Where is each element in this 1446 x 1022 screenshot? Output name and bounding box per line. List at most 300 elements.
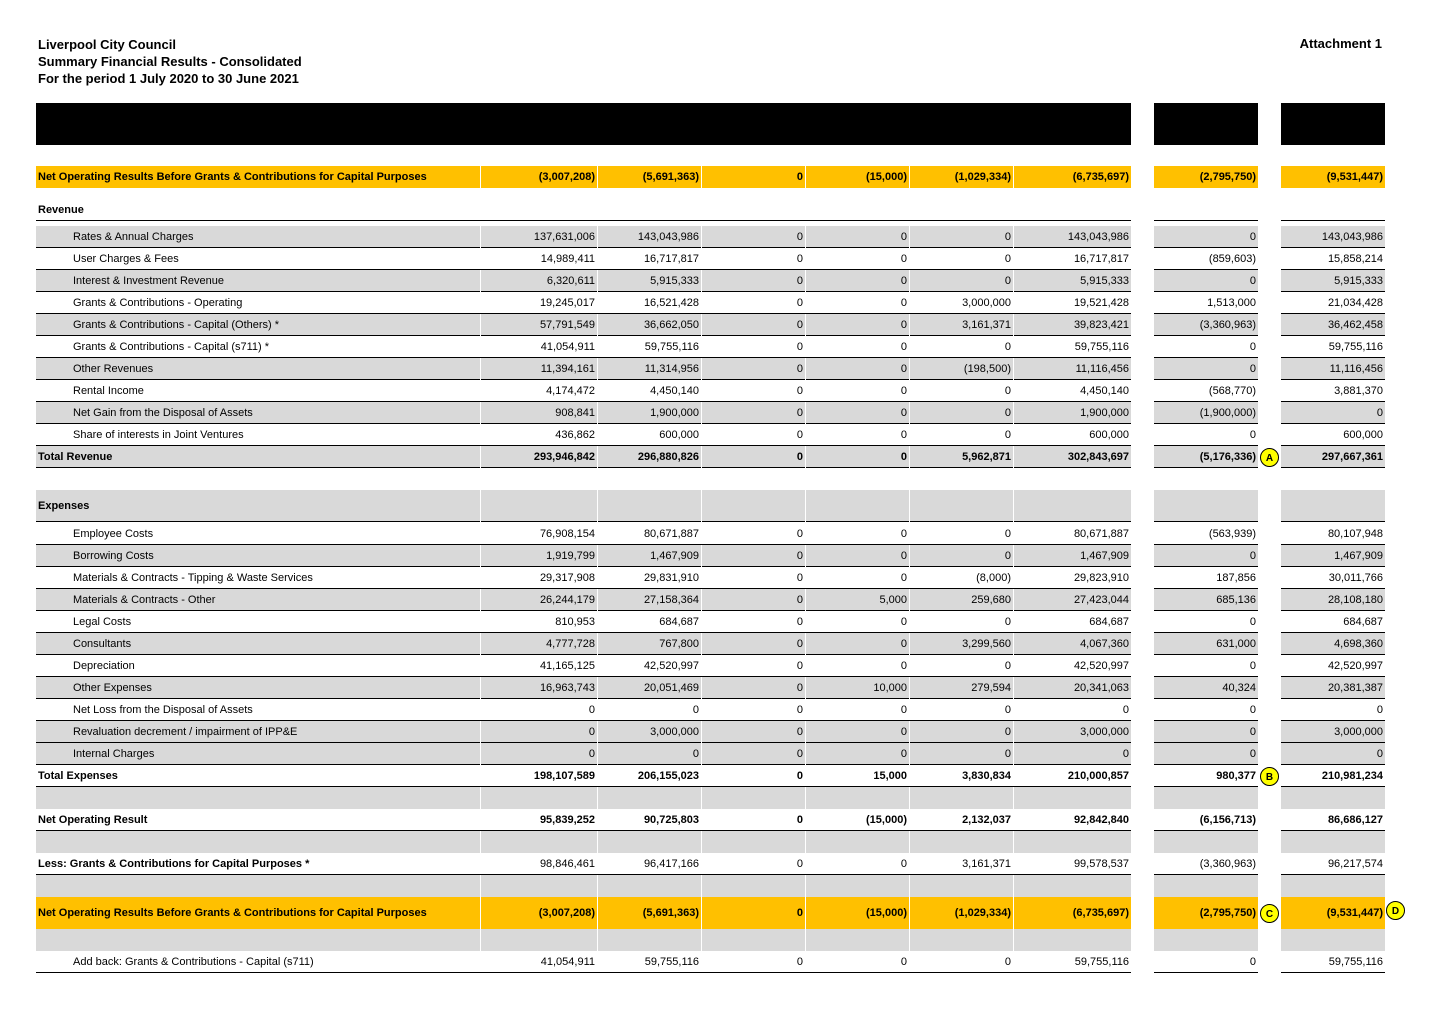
value-cell: 3,000,000 — [650, 726, 699, 738]
row-label: Interest & Investment Revenue — [73, 275, 225, 287]
value-cell: 0 — [796, 594, 803, 606]
value-cell: 980,377 — [1216, 770, 1256, 782]
value-cell: (563,939) — [1208, 528, 1256, 540]
value-cell: 0 — [900, 253, 907, 265]
column-separator — [701, 787, 702, 809]
value-cell: 5,915,333 — [1080, 275, 1129, 287]
column-header-line: Revised — [1053, 116, 1092, 127]
value-cell: 908,841 — [555, 407, 595, 419]
column-separator — [1013, 490, 1014, 522]
value-cell: 4,067,360 — [1080, 638, 1129, 650]
value-cell: 0 — [1249, 956, 1256, 968]
value-cell: 16,521,428 — [643, 297, 699, 309]
row-band — [1154, 875, 1258, 897]
value-cell: 59,755,116 — [644, 956, 699, 968]
value-cell: 29,823,910 — [1073, 572, 1129, 584]
value-cell: 0 — [900, 726, 907, 738]
value-cell: 0 — [1004, 704, 1011, 716]
column-separator — [909, 929, 910, 951]
column-separator — [701, 490, 702, 522]
row-band — [1154, 787, 1258, 809]
value-cell: 0 — [900, 748, 907, 760]
annotation-badge: D — [1386, 901, 1405, 920]
row-band — [36, 929, 1131, 951]
value-cell: 0 — [900, 660, 907, 672]
table-row — [0, 853, 1446, 875]
value-cell: 42,520,997 — [1327, 660, 1383, 672]
value-cell: 20,341,063 — [1073, 682, 1129, 694]
column-separator — [597, 929, 598, 951]
column-header-line: 2019-20 — [520, 103, 558, 115]
value-cell: 36,462,458 — [1327, 319, 1383, 331]
row-band — [36, 831, 1131, 853]
value-cell: 1,513,000 — [1207, 297, 1256, 309]
value-cell: 0 — [1249, 341, 1256, 353]
value-cell: 0 — [900, 451, 907, 463]
column-separator — [1013, 831, 1014, 853]
value-cell: 20,381,387 — [1327, 682, 1383, 694]
value-cell: 0 — [796, 363, 803, 375]
value-cell: 259,680 — [971, 594, 1011, 606]
column-separator — [909, 875, 910, 897]
value-cell: 0 — [1249, 748, 1256, 760]
column-separator — [805, 875, 806, 897]
value-cell: 26,244,179 — [539, 594, 595, 606]
value-cell: 0 — [900, 341, 907, 353]
value-cell: 297,667,361 — [1321, 451, 1383, 463]
value-cell: 600,000 — [1089, 429, 1129, 441]
value-cell: (15,000) — [866, 814, 907, 826]
value-cell: 0 — [1249, 429, 1256, 441]
column-header-line: Budget — [632, 128, 667, 140]
table-row — [0, 523, 1446, 545]
value-cell: 279,594 — [971, 682, 1011, 694]
value-cell: 1,467,909 — [1334, 550, 1383, 562]
column-separator — [597, 875, 598, 897]
value-cell: 0 — [1004, 660, 1011, 672]
row-label: Other Expenses — [73, 682, 152, 694]
column-header — [1014, 103, 1131, 145]
value-cell: 59,755,116 — [1074, 956, 1129, 968]
value-cell: 39,823,421 — [1073, 319, 1129, 331]
value-cell: (9,531,447) — [1326, 171, 1383, 183]
value-cell: (198,500) — [963, 363, 1011, 375]
value-cell: 96,217,574 — [1327, 858, 1383, 870]
value-cell: 14,989,411 — [540, 253, 595, 265]
column-header-line: Annual — [522, 116, 556, 127]
table-row — [0, 809, 1446, 831]
row-band — [36, 490, 1131, 522]
value-cell: 5,915,333 — [650, 275, 699, 287]
annotation-badge: C — [1260, 904, 1279, 923]
value-cell: 0 — [692, 748, 699, 760]
column-header — [1154, 103, 1258, 145]
value-cell: 685,136 — [1216, 594, 1256, 606]
row-label: Net Operating Results Before Grants & Contributions for Capital Purposes — [38, 171, 427, 183]
row-label: Rates & Annual Charges — [73, 231, 194, 243]
column-separator — [597, 831, 598, 853]
value-cell: 0 — [900, 385, 907, 397]
value-cell: 0 — [900, 956, 907, 968]
value-cell: 27,423,044 — [1073, 594, 1129, 606]
value-cell: 0 — [1376, 748, 1383, 760]
value-cell: 684,687 — [659, 616, 699, 628]
value-cell: (2,795,750) — [1199, 171, 1256, 183]
value-cell: 11,314,956 — [644, 363, 699, 375]
value-cell: 41,054,911 — [540, 956, 595, 968]
value-cell: 11,116,456 — [1329, 363, 1383, 375]
value-cell: (1,900,000) — [1199, 407, 1256, 419]
value-cell: 4,174,472 — [546, 385, 595, 397]
column-header-line: Proposed Budget — [1291, 128, 1375, 140]
value-cell: 198,107,589 — [533, 770, 595, 782]
value-cell: 0 — [900, 429, 907, 441]
value-cell: 143,043,986 — [1321, 231, 1383, 243]
table-row — [0, 611, 1446, 633]
column-separator — [805, 787, 806, 809]
value-cell: 57,791,549 — [539, 319, 595, 331]
report-period: For the period 1 July 2020 to 30 June 2021 — [38, 71, 299, 86]
table-row — [0, 721, 1446, 743]
value-cell: 80,671,887 — [1073, 528, 1129, 540]
table-row — [0, 765, 1446, 787]
column-separator — [805, 490, 806, 522]
value-cell: 0 — [900, 407, 907, 419]
value-cell: 3,830,834 — [962, 770, 1011, 782]
value-cell: 41,054,911 — [540, 341, 595, 353]
value-cell: 19,521,428 — [1073, 297, 1129, 309]
column-separator — [480, 787, 481, 809]
value-cell: 15,858,214 — [1327, 253, 1383, 265]
row-band — [36, 199, 1131, 221]
column-separator — [805, 831, 806, 853]
column-header-line: Budget — [1055, 128, 1090, 140]
value-cell: 36,662,050 — [643, 319, 699, 331]
value-cell: 3,000,000 — [962, 297, 1011, 309]
value-cell: 0 — [1249, 726, 1256, 738]
value-cell: 0 — [900, 319, 907, 331]
value-cell: 0 — [796, 275, 803, 287]
column-header-line: Actual — [523, 128, 555, 140]
value-cell: 1,467,909 — [1080, 550, 1129, 562]
value-cell: 1,900,000 — [650, 407, 699, 419]
row-label: Grants & Contributions - Capital (Others) * — [73, 319, 280, 331]
column-separator — [701, 831, 702, 853]
row-band — [1281, 831, 1385, 853]
value-cell: 0 — [796, 528, 803, 540]
value-cell: 40,324 — [1222, 682, 1256, 694]
table-row — [0, 545, 1446, 567]
value-cell: (6,735,697) — [1072, 907, 1129, 919]
value-cell: 0 — [1004, 429, 1011, 441]
table-row — [0, 292, 1446, 314]
row-label: Revaluation decrement / impairment of IPP&E — [73, 726, 298, 738]
value-cell: 0 — [1004, 275, 1011, 287]
row-band — [36, 787, 1131, 809]
row-label: Add back: Grants & Contributions - Capital (s711) — [73, 956, 314, 968]
column-header-line: 2020-21 — [1054, 103, 1091, 115]
value-cell: 810,953 — [555, 616, 595, 628]
value-cell: 0 — [796, 748, 803, 760]
value-cell: 0 — [796, 956, 803, 968]
value-cell: 30,011,766 — [1328, 572, 1383, 584]
value-cell: 0 — [796, 429, 803, 441]
value-cell: 42,520,997 — [643, 660, 699, 672]
value-cell: 0 — [588, 748, 595, 760]
row-label: Other Revenues — [73, 363, 154, 375]
column-separator — [805, 929, 806, 951]
value-cell: 3,161,371 — [962, 319, 1011, 331]
table-row — [0, 951, 1446, 973]
value-cell: 0 — [796, 341, 803, 353]
column-header-line: 2020-21 — [1314, 116, 1352, 127]
table-row — [0, 424, 1446, 446]
value-cell: 0 — [796, 726, 803, 738]
value-cell: 210,000,857 — [1067, 770, 1129, 782]
table-row — [0, 787, 1446, 809]
row-label: Total Revenue — [38, 451, 113, 463]
column-header-line: 2020-21 — [735, 116, 772, 127]
value-cell: 0 — [1249, 660, 1256, 672]
value-cell: 1,900,000 — [1080, 407, 1129, 419]
value-cell: 137,631,006 — [533, 231, 595, 243]
value-cell: 0 — [796, 407, 803, 419]
value-cell: (6,156,713) — [1199, 814, 1256, 826]
row-label: Employee Costs — [73, 528, 154, 540]
table-row — [0, 831, 1446, 853]
column-separator — [909, 787, 910, 809]
value-cell: 296,880,826 — [637, 451, 699, 463]
row-label: Net Operating Result — [38, 814, 148, 826]
column-header — [481, 103, 597, 145]
value-cell: (859,603) — [1208, 253, 1256, 265]
table-row — [0, 633, 1446, 655]
column-header — [910, 103, 1013, 145]
value-cell: 0 — [796, 858, 803, 870]
value-cell: 0 — [796, 253, 803, 265]
value-cell: 92,842,840 — [1073, 814, 1129, 826]
value-cell: 0 — [900, 275, 907, 287]
value-cell: 600,000 — [659, 429, 699, 441]
row-label: Less: Grants & Contributions for Capital Purposes * — [38, 858, 310, 870]
row-label: Grants & Contributions - Capital (s711) * — [73, 341, 270, 353]
table-row — [0, 166, 1446, 188]
table-row — [0, 699, 1446, 721]
column-separator — [1013, 787, 1014, 809]
value-cell: 16,717,817 — [643, 253, 699, 265]
row-label: Revenue — [38, 204, 84, 216]
value-cell: 21,034,428 — [1327, 297, 1383, 309]
row-label: Materials & Contracts - Other — [73, 594, 216, 606]
value-cell: 0 — [796, 550, 803, 562]
report-title: Summary Financial Results - Consolidated — [38, 54, 302, 69]
row-label: Net Gain from the Disposal of Assets — [73, 407, 253, 419]
table-row — [0, 655, 1446, 677]
value-cell: 600,000 — [1343, 429, 1383, 441]
column-header — [1281, 103, 1385, 145]
value-cell: 3,161,371 — [962, 858, 1011, 870]
value-cell: (3,360,963) — [1199, 319, 1256, 331]
value-cell: 0 — [900, 638, 907, 650]
value-cell: 0 — [900, 550, 907, 562]
column-header-line: 2020-21 — [839, 116, 876, 127]
column-separator — [701, 929, 702, 951]
value-cell: 96,417,166 — [643, 858, 699, 870]
value-cell: 0 — [900, 616, 907, 628]
value-cell: 0 — [1249, 363, 1256, 375]
table-row — [0, 270, 1446, 292]
row-band — [1281, 199, 1385, 221]
value-cell: 0 — [1249, 275, 1256, 287]
value-cell: 0 — [1122, 704, 1129, 716]
value-cell: 0 — [900, 231, 907, 243]
value-cell: (568,770) — [1208, 385, 1256, 397]
table-row — [0, 743, 1446, 765]
value-cell: 0 — [1004, 407, 1011, 419]
attachment-label: Attachment 1 — [1299, 36, 1382, 51]
value-cell: 29,317,908 — [539, 572, 595, 584]
column-header — [702, 103, 805, 145]
value-cell: 98,846,461 — [539, 858, 595, 870]
value-cell: 0 — [796, 319, 803, 331]
value-cell: 0 — [796, 171, 803, 183]
column-header-line: Original — [630, 116, 669, 127]
value-cell: 0 — [900, 297, 907, 309]
value-cell: 0 — [1004, 956, 1011, 968]
value-cell: 0 — [796, 814, 803, 826]
column-separator — [480, 490, 481, 522]
value-cell: 0 — [588, 726, 595, 738]
annotation-badge: A — [1260, 448, 1279, 467]
column-header-line: 2020-21 — [943, 116, 980, 127]
column-separator — [597, 490, 598, 522]
value-cell: 59,755,116 — [1328, 956, 1383, 968]
value-cell: 3,299,560 — [962, 638, 1011, 650]
row-band — [1281, 875, 1385, 897]
value-cell: 5,000 — [879, 594, 907, 606]
table-row — [0, 336, 1446, 358]
column-separator — [597, 787, 598, 809]
value-cell: 0 — [1249, 550, 1256, 562]
value-cell: 0 — [900, 572, 907, 584]
table-row — [0, 929, 1446, 951]
value-cell: 0 — [796, 638, 803, 650]
value-cell: 1,919,799 — [546, 550, 595, 562]
value-cell: 6,320,611 — [546, 275, 595, 287]
table-row — [0, 446, 1446, 468]
row-label: Depreciation — [73, 660, 135, 672]
row-label: Legal Costs — [73, 616, 132, 628]
value-cell: 0 — [1004, 748, 1011, 760]
value-cell: 0 — [796, 451, 803, 463]
row-label: Consultants — [73, 638, 132, 650]
value-cell: 80,671,887 — [643, 528, 699, 540]
row-band — [1281, 929, 1385, 951]
row-band — [36, 875, 1131, 897]
table-row — [0, 589, 1446, 611]
value-cell: (1,029,334) — [954, 907, 1011, 919]
row-label: Borrowing Costs — [73, 550, 154, 562]
row-band — [1154, 199, 1258, 221]
value-cell: 0 — [796, 231, 803, 243]
value-cell: 0 — [1249, 616, 1256, 628]
value-cell: 0 — [796, 770, 803, 782]
row-label: Share of interests in Joint Ventures — [73, 429, 244, 441]
council-name: Liverpool City Council — [38, 37, 176, 52]
value-cell: 293,946,842 — [533, 451, 595, 463]
value-cell: (9,531,447) — [1326, 907, 1383, 919]
row-band — [1154, 831, 1258, 853]
value-cell: 95,839,252 — [539, 814, 595, 826]
value-cell: 4,450,140 — [650, 385, 699, 397]
row-label: User Charges & Fees — [73, 253, 179, 265]
value-cell: 28,108,180 — [1327, 594, 1383, 606]
value-cell: (2,795,750) — [1199, 907, 1256, 919]
column-header-line: Revotes — [734, 128, 773, 140]
column-separator — [909, 490, 910, 522]
row-label: Internal Charges — [73, 748, 155, 760]
value-cell: 10,000 — [873, 682, 907, 694]
value-cell: 0 — [1376, 704, 1383, 716]
value-cell: 0 — [1004, 341, 1011, 353]
value-cell: 99,578,537 — [1073, 858, 1129, 870]
value-cell: 19,245,017 — [539, 297, 595, 309]
column-separator — [701, 875, 702, 897]
value-cell: 0 — [796, 297, 803, 309]
table-row — [0, 490, 1446, 522]
value-cell: 29,831,910 — [643, 572, 699, 584]
value-cell: 4,698,360 — [1334, 638, 1383, 650]
value-cell: 15,000 — [873, 770, 907, 782]
column-separator — [1013, 929, 1014, 951]
row-label: Materials & Contracts - Tipping & Waste Services — [73, 572, 313, 584]
table-row — [0, 358, 1446, 380]
value-cell: 42,520,997 — [1073, 660, 1129, 672]
table-row — [0, 199, 1446, 221]
column-header-line: 2020-21 — [1187, 116, 1225, 127]
value-cell: 0 — [1122, 748, 1129, 760]
value-cell: (15,000) — [866, 907, 907, 919]
table-row — [0, 380, 1446, 402]
column-header-line: 2020-21 — [631, 103, 668, 115]
value-cell: (3,007,208) — [538, 907, 595, 919]
value-cell: 302,843,697 — [1067, 451, 1129, 463]
table-row — [0, 402, 1446, 424]
column-header — [806, 103, 909, 145]
value-cell: 0 — [796, 572, 803, 584]
column-header-line: Quarter 2 Request — [1162, 128, 1250, 140]
column-separator — [480, 875, 481, 897]
value-cell: 59,755,116 — [644, 341, 699, 353]
column-separator — [480, 929, 481, 951]
value-cell: 11,116,456 — [1075, 363, 1129, 375]
value-cell: 90,725,803 — [643, 814, 699, 826]
value-cell: 0 — [1004, 253, 1011, 265]
value-cell: 0 — [588, 704, 595, 716]
value-cell: 0 — [796, 660, 803, 672]
value-cell: 16,717,817 — [1073, 253, 1129, 265]
value-cell: 631,000 — [1216, 638, 1256, 650]
value-cell: 143,043,986 — [1067, 231, 1129, 243]
value-cell: 0 — [796, 616, 803, 628]
table-row — [0, 677, 1446, 699]
value-cell: 0 — [900, 858, 907, 870]
value-cell: 27,158,364 — [643, 594, 699, 606]
value-cell: 143,043,986 — [637, 231, 699, 243]
value-cell: 0 — [900, 528, 907, 540]
value-cell: 59,755,116 — [1328, 341, 1383, 353]
row-label: Total Expenses — [38, 770, 118, 782]
